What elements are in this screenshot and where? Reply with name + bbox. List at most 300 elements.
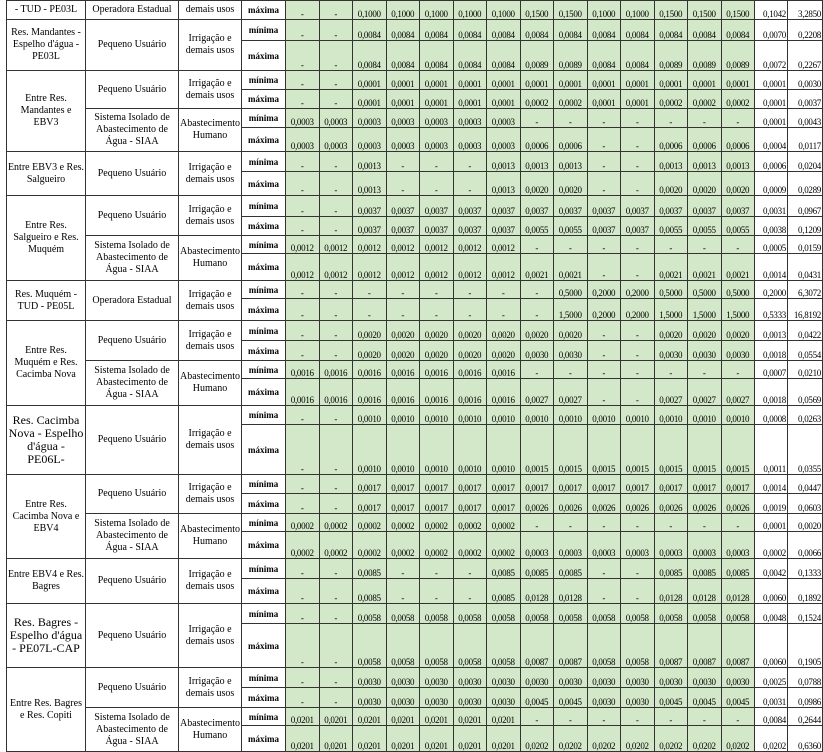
value-cell: 0,0037 (654, 196, 688, 217)
value-cell: 0,0058 (353, 604, 387, 624)
value-cell: 0,0001 (386, 71, 420, 90)
value-cell: 0,0002 (286, 532, 320, 559)
value-cell: 0,0010 (487, 406, 521, 425)
value-cell: - (453, 299, 487, 321)
total-cell: 0,1905 (788, 624, 823, 668)
value-cell: 0,0030 (420, 668, 454, 688)
tipo-cell: máxima (242, 254, 286, 281)
value-cell: - (688, 708, 722, 726)
value-cell: - (319, 1, 353, 20)
value-cell: 0,0002 (520, 90, 554, 109)
value-cell: 0,0002 (554, 90, 588, 109)
tipo-cell: máxima (242, 41, 286, 71)
table-row (7, 321, 823, 341)
value-cell: 0,0128 (654, 579, 688, 604)
total-cell: 6,3072 (788, 281, 823, 299)
usuario-cell: Pequeno Usuário (86, 559, 179, 604)
value-cell: 0,0012 (286, 254, 320, 281)
trecho-cell: Res. Cacimba Nova - Espelho d'água - PE06L- (7, 406, 86, 475)
total-cell: 16,8192 (788, 299, 823, 321)
value-cell: - (319, 341, 353, 361)
value-cell: 0,0084 (386, 20, 420, 41)
value-cell: 0,0058 (587, 604, 621, 624)
table-row (7, 475, 823, 494)
total-cell: 0,0967 (788, 196, 823, 217)
value-cell: 0,0012 (319, 236, 353, 254)
total-cell: 0,1892 (788, 579, 823, 604)
total-cell: 0,0986 (788, 688, 823, 708)
value-cell: - (621, 152, 655, 172)
summary-cell: 0,0084 (755, 708, 788, 726)
tipo-cell: mínima (242, 281, 286, 299)
value-cell: 0,0058 (654, 604, 688, 624)
value-cell: 0,0030 (453, 668, 487, 688)
value-cell: - (487, 281, 521, 299)
value-cell: 0,0201 (286, 708, 320, 726)
summary-cell: 0,0018 (755, 341, 788, 361)
summary-cell: 0,0038 (755, 217, 788, 236)
value-cell: 0,0016 (319, 379, 353, 406)
value-cell: 0,0201 (487, 726, 521, 752)
value-cell: 0,0001 (654, 71, 688, 90)
value-cell: 0,0017 (353, 494, 387, 514)
value-cell: - (353, 281, 387, 299)
value-cell: - (554, 361, 588, 379)
value-cell: 0,0201 (353, 726, 387, 752)
value-cell: 0,0003 (420, 109, 454, 128)
summary-cell: 0,0001 (755, 109, 788, 128)
value-cell: 0,0037 (353, 196, 387, 217)
tipo-cell: mínima (242, 604, 286, 624)
value-cell: - (453, 559, 487, 579)
usuario-cell: Operadora Estadual (86, 281, 179, 321)
finalidade-cell: demais usos (179, 1, 242, 20)
summary-cell: 0,0060 (755, 624, 788, 668)
value-cell: - (319, 20, 353, 41)
value-cell: 0,0017 (688, 475, 722, 494)
value-cell: 0,0055 (520, 217, 554, 236)
outorga-table (6, 0, 823, 752)
value-cell: 0,0020 (386, 321, 420, 341)
value-cell: 0,0002 (353, 532, 387, 559)
value-cell: 0,0010 (453, 425, 487, 475)
value-cell: 0,0202 (520, 726, 554, 752)
value-cell: 0,0013 (487, 152, 521, 172)
value-cell: 0,0006 (721, 128, 755, 152)
value-cell: 0,0037 (386, 217, 420, 236)
summary-cell: 0,0006 (755, 152, 788, 172)
value-cell: 0,0030 (487, 668, 521, 688)
value-cell: - (621, 379, 655, 406)
value-cell: 0,0003 (487, 109, 521, 128)
finalidade-cell: Abastecimento Humano (179, 361, 242, 406)
usuario-cell: Pequeno Usuário (86, 152, 179, 196)
value-cell: - (621, 361, 655, 379)
finalidade-cell: Abastecimento Humano (179, 109, 242, 152)
value-cell: 0,0030 (386, 688, 420, 708)
value-cell: 0,0037 (621, 217, 655, 236)
total-cell: 0,0159 (788, 236, 823, 254)
tipo-cell: mínima (242, 708, 286, 726)
value-cell: 0,1000 (621, 1, 655, 20)
value-cell: 0,0001 (587, 71, 621, 90)
value-cell: 0,0045 (654, 688, 688, 708)
value-cell: 0,5000 (688, 281, 722, 299)
value-cell: 0,0089 (554, 41, 588, 71)
value-cell: 0,0003 (587, 532, 621, 559)
value-cell: - (386, 152, 420, 172)
finalidade-cell: Irrigação e demais usos (179, 559, 242, 604)
value-cell: - (688, 109, 722, 128)
summary-cell: 0,0072 (755, 41, 788, 71)
value-cell: 0,0037 (487, 196, 521, 217)
value-cell: 0,0016 (487, 361, 521, 379)
value-cell: - (721, 514, 755, 532)
value-cell: - (286, 604, 320, 624)
value-cell: 0,0020 (353, 321, 387, 341)
total-cell: 3,2850 (788, 1, 823, 20)
finalidade-cell: Irrigação e demais usos (179, 321, 242, 361)
value-cell: 0,0001 (721, 71, 755, 90)
value-cell: 0,0058 (353, 624, 387, 668)
trecho-cell: Res. Muquém - TUD - PE05L (7, 281, 86, 321)
value-cell: 0,5000 (554, 281, 588, 299)
trecho-cell: Entre EBV4 e Res. Bagres (7, 559, 86, 604)
value-cell: - (319, 559, 353, 579)
tipo-cell: máxima (242, 379, 286, 406)
value-cell: 0,0001 (453, 90, 487, 109)
finalidade-cell: Abastecimento Humano (179, 236, 242, 281)
value-cell: 0,0020 (420, 341, 454, 361)
total-cell: 0,0263 (788, 406, 823, 425)
value-cell: 0,0015 (654, 425, 688, 475)
value-cell: 0,0085 (353, 579, 387, 604)
tipo-cell: mínima (242, 236, 286, 254)
value-cell: 0,0058 (453, 624, 487, 668)
value-cell: 0,0202 (721, 726, 755, 752)
finalidade-cell: Abastecimento Humano (179, 514, 242, 559)
value-cell: 0,0021 (688, 254, 722, 281)
value-cell: 0,0021 (654, 254, 688, 281)
value-cell: 0,0002 (688, 90, 722, 109)
value-cell: 0,0003 (487, 128, 521, 152)
total-cell: 0,0289 (788, 172, 823, 196)
value-cell: - (453, 579, 487, 604)
value-cell: 0,0202 (554, 726, 588, 752)
value-cell: 0,0128 (721, 579, 755, 604)
value-cell: 0,0003 (688, 532, 722, 559)
value-cell: 0,0006 (688, 128, 722, 152)
value-cell: 0,0015 (587, 425, 621, 475)
summary-cell: 0,0004 (755, 128, 788, 152)
value-cell: 0,0085 (654, 559, 688, 579)
finalidade-cell: Irrigação e demais usos (179, 152, 242, 196)
value-cell: 0,0002 (353, 514, 387, 532)
value-cell: 0,0084 (453, 41, 487, 71)
value-cell: - (319, 217, 353, 236)
value-cell: - (286, 281, 320, 299)
value-cell: 0,0002 (319, 532, 353, 559)
value-cell: 0,0002 (386, 514, 420, 532)
value-cell: - (319, 668, 353, 688)
value-cell: 0,0058 (453, 604, 487, 624)
value-cell: 0,0017 (386, 494, 420, 514)
trecho-cell: - TUD - PE03L (7, 1, 86, 20)
value-cell: 0,0003 (386, 109, 420, 128)
value-cell: - (420, 281, 454, 299)
value-cell: 0,0012 (353, 254, 387, 281)
finalidade-cell: Irrigação e demais usos (179, 196, 242, 236)
tipo-cell: máxima (242, 341, 286, 361)
value-cell: 0,0026 (721, 494, 755, 514)
value-cell: - (621, 514, 655, 532)
value-cell: 0,0002 (721, 90, 755, 109)
value-cell: 0,0010 (587, 406, 621, 425)
trecho-cell: Res. Mandantes - Espelho d'água - PE03L (7, 20, 86, 71)
value-cell: 0,0003 (353, 109, 387, 128)
value-cell: 0,0058 (721, 604, 755, 624)
value-cell: 0,0010 (420, 425, 454, 475)
value-cell: - (353, 299, 387, 321)
value-cell: - (654, 708, 688, 726)
tipo-cell: máxima (242, 688, 286, 708)
value-cell: 0,0003 (353, 128, 387, 152)
value-cell: 0,0010 (487, 425, 521, 475)
value-cell: 0,0058 (487, 604, 521, 624)
value-cell: - (386, 579, 420, 604)
summary-cell: 0,0202 (755, 726, 788, 752)
value-cell: 0,0016 (286, 379, 320, 406)
value-cell: 0,0037 (587, 196, 621, 217)
value-cell: 0,0084 (587, 41, 621, 71)
value-cell: 0,2000 (587, 281, 621, 299)
value-cell: - (587, 254, 621, 281)
value-cell: 0,0087 (721, 624, 755, 668)
summary-cell: 0,5333 (755, 299, 788, 321)
value-cell: - (286, 217, 320, 236)
value-cell: 0,0089 (520, 41, 554, 71)
value-cell: 0,1500 (721, 1, 755, 20)
value-cell: - (621, 236, 655, 254)
value-cell: 0,2000 (621, 281, 655, 299)
value-cell: - (587, 708, 621, 726)
value-cell: 0,0020 (487, 321, 521, 341)
value-cell: 0,0012 (487, 254, 521, 281)
value-cell: 0,0020 (721, 321, 755, 341)
value-cell: 0,0058 (554, 604, 588, 624)
value-cell: - (587, 321, 621, 341)
finalidade-cell: Irrigação e demais usos (179, 604, 242, 668)
value-cell: - (721, 361, 755, 379)
value-cell: 0,0020 (353, 341, 387, 361)
value-cell: 0,0201 (286, 726, 320, 752)
value-cell: 0,0012 (420, 254, 454, 281)
value-cell: 0,0001 (621, 71, 655, 90)
value-cell: - (654, 514, 688, 532)
value-cell: 0,0002 (286, 514, 320, 532)
value-cell: 0,0012 (420, 236, 454, 254)
usuario-cell: Sistema Isolado de Abastecimento de Água - SIAA (86, 109, 179, 152)
finalidade-cell: Irrigação e demais usos (179, 475, 242, 514)
value-cell: 0,0020 (654, 172, 688, 196)
total-cell: 0,6360 (788, 726, 823, 752)
value-cell: - (286, 1, 320, 20)
summary-cell: 0,0001 (755, 90, 788, 109)
value-cell: - (453, 281, 487, 299)
value-cell: 0,0017 (721, 475, 755, 494)
value-cell: 0,0020 (420, 321, 454, 341)
value-cell: 0,0030 (353, 668, 387, 688)
value-cell: 0,0001 (420, 90, 454, 109)
tipo-cell: máxima (242, 217, 286, 236)
value-cell: - (420, 579, 454, 604)
value-cell: 0,0201 (453, 708, 487, 726)
tipo-cell: mínima (242, 71, 286, 90)
value-cell: 0,0003 (386, 128, 420, 152)
table-row (7, 152, 823, 172)
value-cell: 0,0013 (520, 152, 554, 172)
value-cell: 0,0002 (487, 514, 521, 532)
value-cell: 0,0084 (520, 20, 554, 41)
value-cell: 0,0030 (621, 668, 655, 688)
value-cell: 0,0201 (319, 708, 353, 726)
trecho-cell: Entre Res. Bagres e Res. Copiti (7, 668, 86, 752)
value-cell: 0,0017 (520, 475, 554, 494)
value-cell: 0,0084 (621, 41, 655, 71)
summary-cell: 0,0005 (755, 236, 788, 254)
value-cell: 0,0012 (286, 236, 320, 254)
value-cell: 0,0027 (554, 379, 588, 406)
value-cell: 0,0058 (688, 604, 722, 624)
value-cell: 0,0021 (721, 254, 755, 281)
value-cell: 0,0012 (353, 236, 387, 254)
value-cell: - (319, 196, 353, 217)
value-cell: - (587, 341, 621, 361)
total-cell: 0,1524 (788, 604, 823, 624)
value-cell: - (520, 281, 554, 299)
value-cell: 0,0006 (520, 128, 554, 152)
value-cell: 0,0055 (721, 217, 755, 236)
value-cell: 0,0085 (721, 559, 755, 579)
value-cell: 0,0013 (654, 152, 688, 172)
value-cell: - (420, 299, 454, 321)
summary-cell: 0,0002 (755, 532, 788, 559)
table-row (7, 109, 823, 128)
tipo-cell: máxima (242, 532, 286, 559)
finalidade-cell: Irrigação e demais usos (179, 668, 242, 708)
value-cell: 0,0002 (487, 532, 521, 559)
value-cell: 0,0002 (453, 514, 487, 532)
value-cell: 0,0058 (621, 604, 655, 624)
value-cell: - (621, 254, 655, 281)
finalidade-cell: Irrigação e demais usos (179, 71, 242, 109)
value-cell: - (286, 71, 320, 90)
value-cell: 0,0201 (487, 708, 521, 726)
usuario-cell: Operadora Estadual (86, 1, 179, 20)
value-cell: 0,0002 (386, 532, 420, 559)
summary-cell: 0,0042 (755, 559, 788, 579)
value-cell: 0,0037 (688, 196, 722, 217)
value-cell: 0,0085 (353, 559, 387, 579)
tipo-cell: máxima (242, 172, 286, 196)
value-cell: 0,0010 (554, 406, 588, 425)
value-cell: - (286, 668, 320, 688)
value-cell: - (286, 559, 320, 579)
value-cell: - (520, 514, 554, 532)
value-cell: 0,0012 (487, 236, 521, 254)
tipo-cell: mínima (242, 406, 286, 425)
table-row (7, 604, 823, 624)
usuario-cell: Sistema Isolado de Abastecimento de Água - SIAA (86, 514, 179, 559)
value-cell: 0,0017 (621, 475, 655, 494)
value-cell: - (487, 299, 521, 321)
value-cell: - (286, 172, 320, 196)
value-cell: 0,0006 (554, 128, 588, 152)
value-cell: 0,0030 (520, 668, 554, 688)
value-cell: 0,0017 (587, 475, 621, 494)
value-cell: 0,0202 (587, 726, 621, 752)
value-cell: - (319, 172, 353, 196)
value-cell: 0,0128 (520, 579, 554, 604)
value-cell: 0,0010 (621, 406, 655, 425)
value-cell: 0,0003 (621, 532, 655, 559)
value-cell: 0,0020 (487, 341, 521, 361)
value-cell: 0,0027 (688, 379, 722, 406)
tipo-cell: máxima (242, 90, 286, 109)
value-cell: 0,0058 (520, 604, 554, 624)
value-cell: 0,0128 (554, 579, 588, 604)
value-cell: - (654, 109, 688, 128)
summary-cell: 0,0014 (755, 254, 788, 281)
value-cell: 0,0003 (453, 109, 487, 128)
value-cell: 0,0085 (554, 559, 588, 579)
total-cell: 0,0355 (788, 425, 823, 475)
total-cell: 0,0431 (788, 254, 823, 281)
usuario-cell: Pequeno Usuário (86, 20, 179, 71)
value-cell: - (721, 109, 755, 128)
value-cell: 0,0002 (420, 532, 454, 559)
value-cell: 0,2000 (587, 299, 621, 321)
trecho-cell: Entre Res. Muquém e Res. Cacimba Nova (7, 321, 86, 406)
value-cell: 0,0017 (420, 494, 454, 514)
value-cell: - (587, 128, 621, 152)
value-cell: - (621, 321, 655, 341)
value-cell: - (554, 514, 588, 532)
value-cell: 0,0016 (487, 379, 521, 406)
value-cell: - (286, 41, 320, 71)
value-cell: 0,0017 (420, 475, 454, 494)
tipo-cell: mínima (242, 109, 286, 128)
value-cell: 0,0045 (554, 688, 588, 708)
value-cell: 0,0058 (621, 624, 655, 668)
value-cell: 0,0015 (688, 425, 722, 475)
value-cell: - (587, 236, 621, 254)
summary-cell: 0,0009 (755, 172, 788, 196)
tipo-cell: mínima (242, 152, 286, 172)
total-cell: 0,2644 (788, 708, 823, 726)
value-cell: 0,0037 (386, 196, 420, 217)
value-cell: 0,0010 (721, 406, 755, 425)
value-cell: - (319, 406, 353, 425)
value-cell: - (587, 172, 621, 196)
value-cell: 0,0055 (688, 217, 722, 236)
value-cell: 0,0003 (721, 532, 755, 559)
value-cell: 0,1000 (386, 1, 420, 20)
value-cell: - (520, 236, 554, 254)
value-cell: 0,0016 (353, 361, 387, 379)
value-cell: 0,0015 (721, 425, 755, 475)
value-cell: 0,0037 (587, 217, 621, 236)
